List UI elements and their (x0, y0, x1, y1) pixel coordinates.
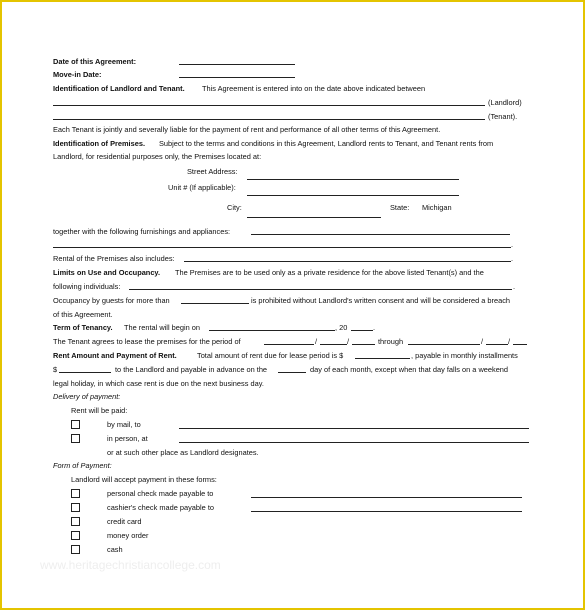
in-person-field[interactable] (179, 442, 529, 443)
rent-paid-label: Rent will be paid: (71, 406, 128, 415)
accept-label: Landlord will accept payment in these forms: (71, 475, 217, 484)
limits-text-2: following individuals: (53, 282, 121, 291)
slash: / (481, 337, 484, 346)
cashiers-check-field[interactable] (251, 511, 522, 512)
city-label: City: (227, 203, 242, 212)
includes-field[interactable] (184, 261, 511, 262)
by-mail-checkbox[interactable] (71, 420, 80, 429)
date-label: Date of this Agreement: (53, 57, 137, 66)
lease-text: The Tenant agrees to lease the premises for the period of (53, 337, 241, 346)
city-field[interactable] (247, 217, 381, 218)
watermark: www.heritagechristiancollege.com (40, 558, 221, 572)
term-year-suffix: . (373, 323, 376, 332)
includes-period: . (511, 254, 514, 263)
state-label: State: (390, 203, 410, 212)
tenant-suffix: (Tenant). (488, 112, 518, 121)
occupancy-text-b: is prohibited without Landlord's written consent and will be considered a breach (251, 296, 511, 305)
money-order-checkbox[interactable] (71, 531, 80, 540)
movein-field[interactable] (179, 77, 295, 78)
personal-check-label: personal check made payable to (107, 489, 214, 498)
lease-end-day[interactable] (486, 344, 508, 345)
form-heading: Form of Payment: (53, 461, 112, 470)
cashiers-check-label: cashier's check made payable to (107, 503, 214, 512)
slash: / (315, 337, 318, 346)
furnishings-label: together with the following furnishings and appliances: (53, 227, 231, 236)
dollar-sign: $ (53, 365, 58, 374)
tenant-field[interactable] (53, 119, 485, 120)
limits-heading: Limits on Use and Occupancy. (53, 268, 161, 277)
term-heading: Term of Tenancy. (53, 323, 113, 332)
rent-total-field[interactable] (355, 358, 410, 359)
landlord-field[interactable] (53, 105, 485, 106)
monthly-installment-field[interactable] (59, 372, 111, 373)
personal-check-checkbox[interactable] (71, 489, 80, 498)
cashiers-check-checkbox[interactable] (71, 503, 80, 512)
occupancy-text-c: of this Agreement. (53, 310, 113, 319)
by-mail-label: by mail, to (107, 420, 141, 429)
term-start-field[interactable] (209, 330, 335, 331)
identification-heading: Identification of Landlord and Tenant. (53, 84, 185, 93)
premises-heading: Identification of Premises. (53, 139, 145, 148)
street-field[interactable] (247, 179, 459, 180)
limits-text: The Premises are to be used only as a private residence for the above listed Tenant(s) and the (175, 268, 484, 277)
lease-start-day[interactable] (320, 344, 347, 345)
furnishings-period: . (511, 240, 514, 249)
rent-text-b: , payable in monthly installments (411, 351, 518, 360)
rent-line-3: legal holiday, in which case rent is due on the next business day. (53, 379, 264, 388)
due-day-field[interactable] (278, 372, 306, 373)
occupants-field[interactable] (129, 289, 512, 290)
other-place-text: or at such other place as Landlord designates. (107, 448, 259, 457)
money-order-label: money order (107, 531, 149, 540)
furnishings-field[interactable] (251, 234, 510, 235)
credit-card-label: credit card (107, 517, 142, 526)
includes-label: Rental of the Premises also includes: (53, 254, 175, 263)
delivery-heading: Delivery of payment: (53, 392, 121, 401)
unit-label: Unit # (If applicable): (168, 183, 236, 192)
in-person-label: in person, at (107, 434, 148, 443)
personal-check-field[interactable] (251, 497, 522, 498)
landlord-suffix: (Landlord) (488, 98, 522, 107)
through-label: through (378, 337, 404, 346)
lease-start-year[interactable] (352, 344, 375, 345)
joint-liability-text: Each Tenant is jointly and severally liable for the payment of rent and performance of all other terms of this Agreement. (53, 125, 441, 134)
occupants-period: . (513, 282, 516, 291)
rent-text: Total amount of rent due for lease period is $ (197, 351, 344, 360)
guest-days-field[interactable] (181, 303, 249, 304)
slash: / (508, 337, 511, 346)
lease-end-month[interactable] (408, 344, 480, 345)
rent-line-2b: day of each month, except when that day falls on a weekend (310, 365, 509, 374)
term-year-prefix: , 20 (335, 323, 348, 332)
term-year-field[interactable] (351, 330, 373, 331)
occupancy-text-a: Occupancy by guests for more than (53, 296, 170, 305)
lease-start-month[interactable] (264, 344, 314, 345)
movein-label: Move-in Date: (53, 70, 102, 79)
identification-text: This Agreement is entered into on the date above indicated between (202, 84, 426, 93)
furnishings-field-2[interactable] (53, 247, 511, 248)
premises-text: Subject to the terms and conditions in this Agreement, Landlord rents to Tenant, and Tenant rents from (159, 139, 494, 148)
premises-text-2: Landlord, for residential purposes only, the Premises located at: (53, 152, 262, 161)
rent-heading: Rent Amount and Payment of Rent. (53, 351, 177, 360)
slash: / (347, 337, 350, 346)
credit-card-checkbox[interactable] (71, 517, 80, 526)
street-label: Street Address: (187, 167, 238, 176)
unit-field[interactable] (247, 195, 459, 196)
date-field[interactable] (179, 64, 295, 65)
term-text: The rental will begin on (124, 323, 201, 332)
rent-line-2: to the Landlord and payable in advance on the (115, 365, 268, 374)
state-value: Michigan (422, 203, 452, 212)
cash-checkbox[interactable] (71, 545, 80, 554)
in-person-checkbox[interactable] (71, 434, 80, 443)
lease-end-year[interactable] (513, 344, 527, 345)
by-mail-field[interactable] (179, 428, 529, 429)
cash-label: cash (107, 545, 123, 554)
